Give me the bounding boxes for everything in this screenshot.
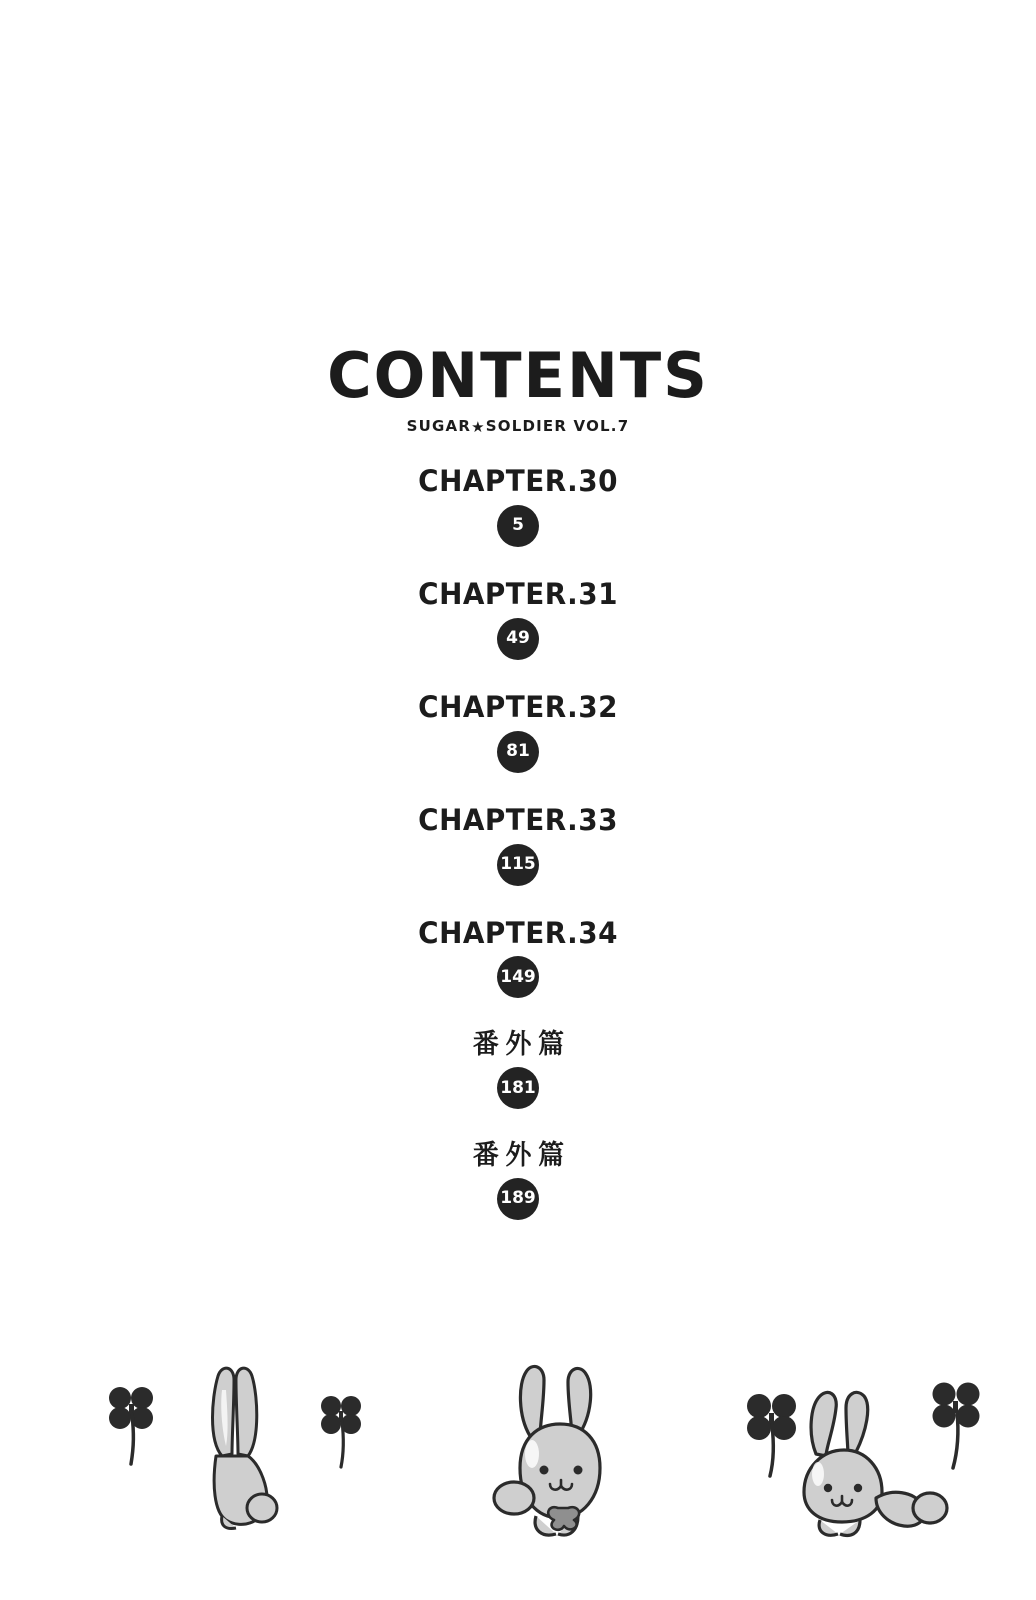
toc-entry-label: CHAPTER.34: [418, 915, 618, 950]
toc-entry-label: CHAPTER.32: [418, 689, 618, 724]
toc-entry-label: CHAPTER.31: [418, 576, 618, 611]
clover-icon: [922, 1374, 996, 1472]
bunny-standing-illustration: [186, 1360, 296, 1540]
toc-entry-label: CHAPTER.33: [418, 802, 618, 837]
bunny-lying-illustration: [780, 1388, 955, 1558]
toc-entry[interactable]: [0, 576, 1036, 660]
page-title: CONTENTS: [327, 339, 709, 412]
subtitle-right-text: SOLDIER VOL.7: [485, 417, 630, 435]
toc-entry[interactable]: [0, 689, 1036, 773]
toc-entry-page-badge: 181: [497, 1067, 539, 1109]
clover-icon: [736, 1384, 812, 1480]
toc-entry[interactable]: [0, 466, 1036, 547]
toc-entry-label: 番外篇: [472, 1029, 571, 1061]
star-icon: ★: [471, 418, 486, 436]
toc-entry-list: [0, 466, 1036, 1252]
toc-entry-page-badge: 5: [497, 505, 539, 547]
toc-entry-page-badge: 149: [497, 956, 539, 998]
decoration-row: [0, 1310, 1036, 1600]
bow-icon: [548, 1507, 579, 1530]
toc-entry[interactable]: [0, 915, 1036, 999]
toc-entry-page-badge: 81: [497, 731, 539, 773]
subtitle-left-text: SUGAR: [406, 417, 472, 435]
toc-header: [0, 339, 1036, 436]
clover-icon: [312, 1388, 374, 1470]
toc-entry-label: 番外篇: [472, 1140, 571, 1172]
toc-entry-page-badge: 189: [497, 1178, 539, 1220]
toc-entry[interactable]: [0, 802, 1036, 886]
toc-entry[interactable]: [0, 1030, 1036, 1109]
toc-entry-page-badge: 115: [497, 844, 539, 886]
toc-entry[interactable]: [0, 1141, 1036, 1220]
page-subtitle: [0, 417, 1036, 435]
bunny-sitting-illustration: [474, 1358, 644, 1558]
clover-icon: [98, 1378, 168, 1468]
toc-entry-page-badge: 49: [497, 618, 539, 660]
toc-entry-label: CHAPTER.30: [418, 464, 618, 498]
